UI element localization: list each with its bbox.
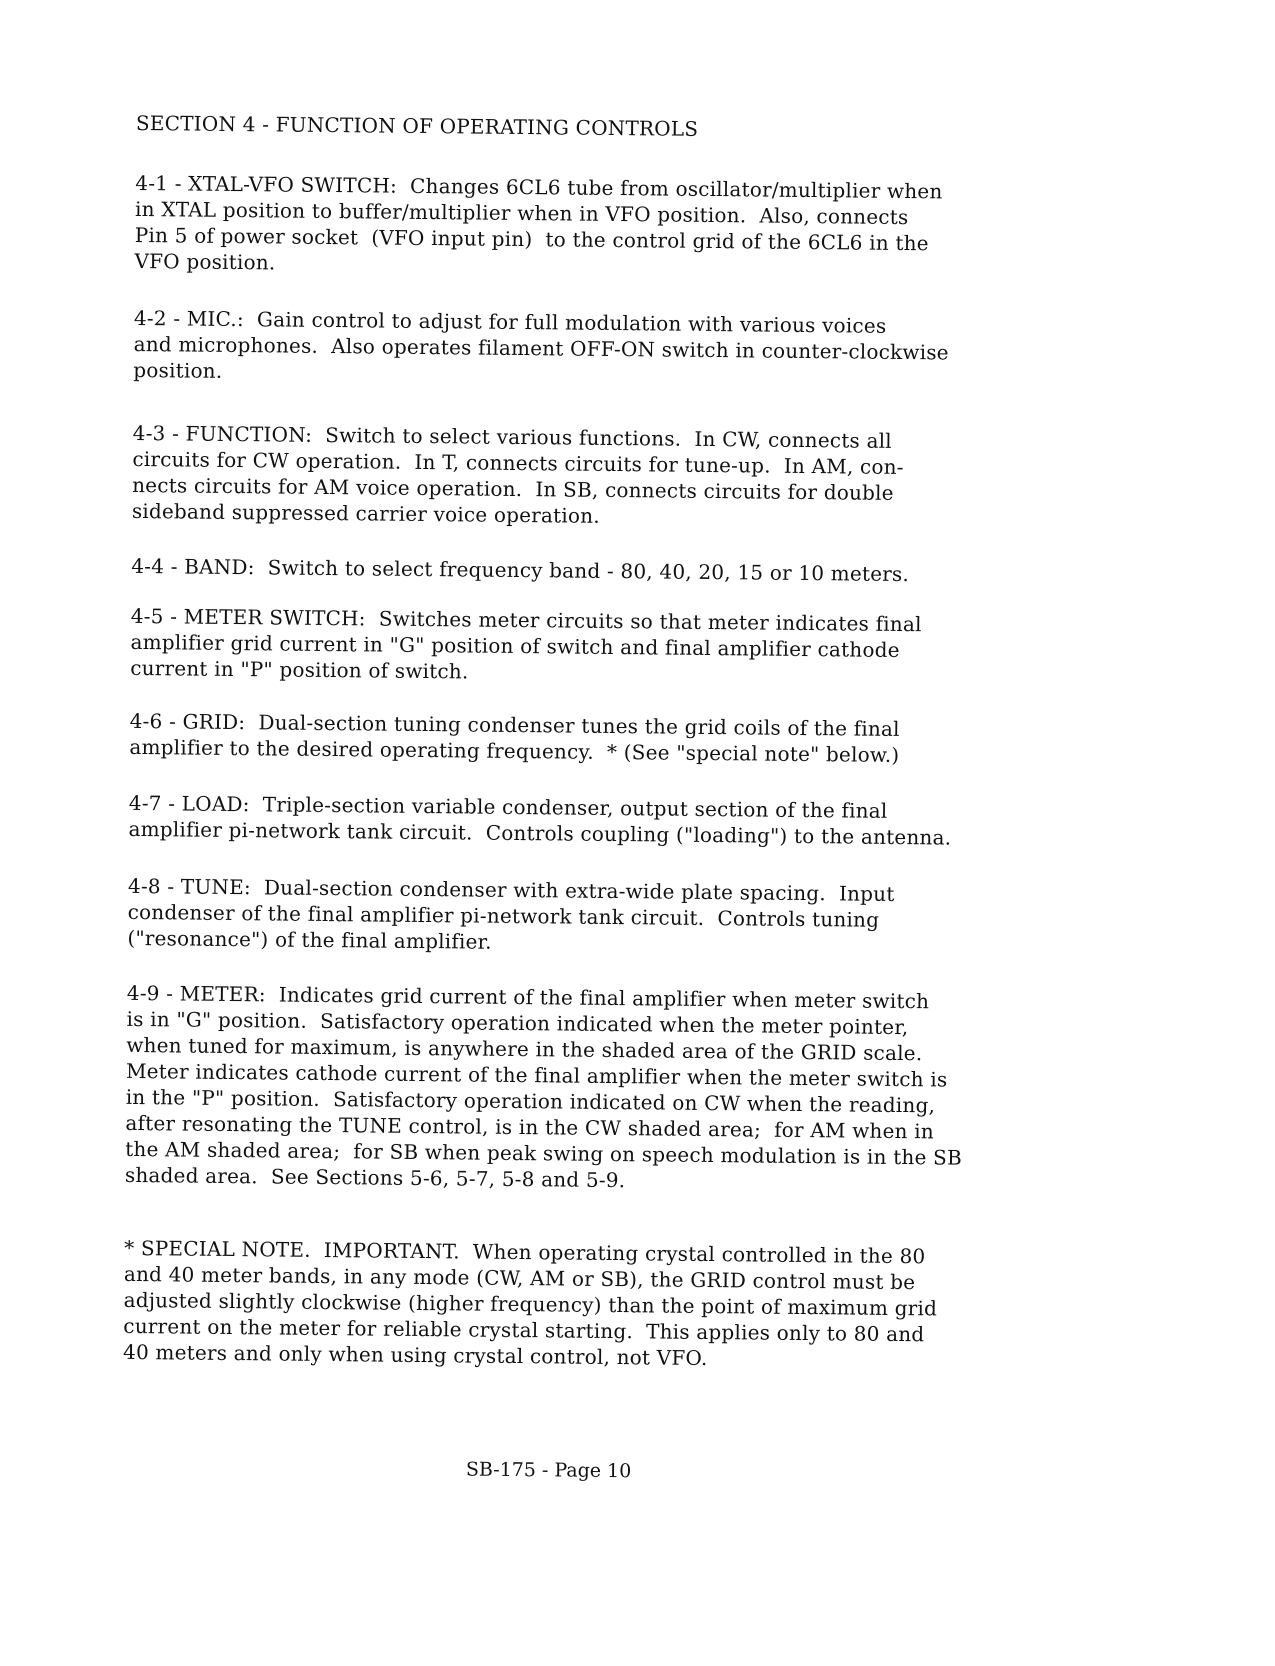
paragraph [123, 1235, 1124, 1375]
paragraph [130, 603, 1131, 691]
page-footer: SB-175 - Page 10 [465, 1458, 632, 1483]
paragraph-line: current on the meter for reliable crystal starting. This applies only to 80 and [123, 1313, 925, 1347]
paragraph [132, 420, 1133, 534]
paragraph-line: 4-7 - LOAD: Triple-section variable condenser, output section of the final [128, 790, 888, 823]
paragraph-line: 4-3 - FUNCTION: Switch to select various functions. In CW, connects all [132, 420, 892, 453]
paragraph-line: Meter indicates cathode current of the final amplifier when the meter switch is [125, 1058, 948, 1092]
paragraph-line: current in "P" position of switch. [130, 655, 469, 684]
paragraph-line: circuits for CW operation. In T, connects circuits for tune-up. In AM, con- [132, 446, 904, 480]
paragraph-line: 4-6 - GRID: Dual-section tuning condenser tunes the grid coils of the final [129, 708, 900, 741]
paragraph-line: VFO position. [134, 248, 276, 275]
paragraph-line: sideband suppressed carrier voice operation. [131, 498, 600, 528]
paragraph-line: * SPECIAL NOTE. IMPORTANT. When operating crystal controlled in the 80 [124, 1235, 926, 1269]
paragraph-line: 4-4 - BAND: Switch to select frequency band - 80, 40, 20, 15 or 10 meters. [131, 553, 910, 587]
paragraph-line: 40 meters and only when using crystal control, not VFO. [122, 1339, 708, 1371]
paragraph-line: 4-5 - METER SWITCH: Switches meter circuits so that meter indicates final [130, 603, 922, 637]
paragraph-line: 4-8 - TUNE: Dual-section condenser with extra-wide plate spacing. Input [127, 873, 895, 906]
paragraph [128, 790, 1128, 852]
paragraph-line: the AM shaded area; for SB when peak swing on speech modulation is in the SB [125, 1136, 963, 1170]
paragraph-line: and 40 meter bands, in any mode (CW, AM or SB), the GRID control must be [123, 1261, 916, 1295]
paragraph-line: ("resonance") of the final amplifier. [127, 925, 492, 954]
paragraph-line: adjusted slightly clockwise (higher frequency) than the point of maximum grid [123, 1287, 938, 1321]
paragraph-line: in XTAL position to buffer/multiplier when in VFO position. Also, connects [134, 196, 909, 230]
paragraph-line: Pin 5 of power socket (VFO input pin) to the control grid of the 6CL6 in the [134, 222, 929, 256]
paragraph-line: amplifier to the desired operating frequency. * (See "special note" below.) [129, 734, 900, 767]
paragraph [127, 873, 1128, 961]
paragraph [134, 170, 1135, 284]
paragraph [125, 980, 1127, 1198]
paragraph-line: position. [133, 357, 223, 383]
paragraph-line: 4-9 - METER: Indicates grid current of the final amplifier when meter switch [126, 980, 930, 1014]
paragraph-line: in the "P" position. Satisfactory operation indicated on CW when the reading, [125, 1084, 936, 1118]
paragraph-line: after resonating the TUNE control, is in the CW shaded area; for AM when in [125, 1110, 935, 1144]
paragraph [133, 305, 1134, 393]
paragraph-line: condenser of the final amplifier pi-network tank circuit. Controls tuning [127, 899, 880, 932]
paragraph-line: amplifier pi-network tank circuit. Controls coupling ("loading") to the antenna. [128, 816, 952, 850]
paragraph [129, 708, 1129, 770]
paragraph-line: amplifier grid current in "G" position of switch and final amplifier cathode [130, 629, 900, 662]
paragraph-line: shaded area. See Sections 5-6, 5-7, 5-8 and 5-9. [124, 1162, 626, 1193]
paragraph-line: 4-2 - MIC.: Gain control to adjust for full modulation with various voices [133, 305, 887, 338]
paragraph-line: and microphones. Also operates filament OFF-ON switch in counter-clockwise [133, 331, 949, 365]
paragraph-line: is in "G" position. Satisfactory operation indicated when the meter pointer, [126, 1006, 909, 1040]
paragraph-line: 4-1 - XTAL-VFO SWITCH: Changes 6CL6 tube from oscillator/multiplier when [135, 170, 943, 204]
section-title: SECTION 4 - FUNCTION OF OPERATING CONTROLS [135, 110, 699, 141]
paragraph-line: nects circuits for AM voice operation. In SB, connects circuits for double [132, 472, 894, 505]
paragraph-line: when tuned for maximum, is anywhere in the shaded area of the GRID scale. [126, 1032, 923, 1066]
paragraph [131, 553, 1131, 589]
